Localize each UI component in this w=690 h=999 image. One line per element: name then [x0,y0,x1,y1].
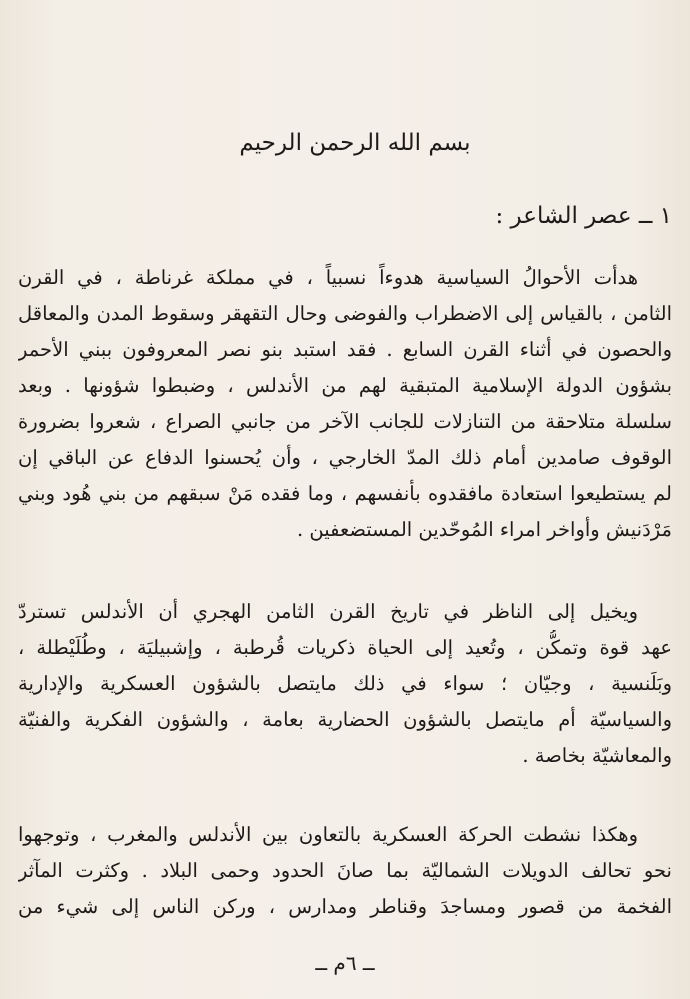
text-line: والسياسيّة أم مايتصل بالشؤون الحضارية بعامة ، والشؤون الفكرية والفنيّة [18,708,672,731]
text-line: مَرْدَنيش وأواخر امراء المُوحّدين المستضعفين . [296,518,672,541]
page-number: ــ ٦م ــ [315,951,375,975]
text-line: ويخيل إلى الناظر في تاريخ القرن الثامن الهجري أن الأندلس تستردّ [18,600,638,623]
text-line: نحو تحالف الدويلات الشماليّة بما صانَ الحدود وحمى البلاد . وكثرت المآثر [18,859,672,882]
basmala-calligraphy [190,118,520,168]
text-line: سلسلة متلاحقة من التنازلات للجانب الآخر من جانبي الصراع ، شعروا بضرورة [18,410,672,433]
text-line: الثامن ، بالقياس إلى الاضطراب والفوضى وحال التقهقر وسقوط المدن والمعاقل [18,302,672,325]
text-line: الفخمة من قصور ومساجدَ وقناطر ومدارس ، وركن الناس إلى شيء من [18,895,672,918]
text-line: بشؤون الدولة الإسلامية المتبقية لهم من الأندلس ، وضبطوا شؤونها . وبعد [18,374,672,397]
text-line: هدأت الأحوالُ السياسية هدوءاً نسبياً ، في مملكة غرناطة ، في القرن [18,266,638,289]
text-line: الوقوف صامدين أمام ذلك المدّ الخارجي ، وأن يُحسنوا الدفاع عن الباقي إن [18,446,672,469]
paragraph-3 [18,817,672,925]
text-line: لم يستطيعوا استعادة مافقدوه بأنفسهم ، وما فقده مَنْ سبقهم من بني هُود وبني [18,482,672,505]
basmala-text: بسم الله الرحمن الرحيم [239,130,471,156]
text-line: وهكذا نشطت الحركة العسكرية بالتعاون بين الأندلس والمغرب ، وتوجهوا [18,823,638,846]
text-line: عهد قوة وتمكُّن ، وتُعيد إلى الحياة ذكريات قُرطبة ، وإشبيليَة ، وطُلَيْطلة ، [18,636,672,659]
text-line: وبَلَنسية ، وجيّان ؛ سواء في ذلك مايتصل بالشؤون العسكرية والإدارية [18,672,672,695]
paragraph-2 [18,594,672,774]
section-heading: ١ ــ عصر الشاعر : [495,203,672,229]
paragraph-1 [18,260,672,548]
text-line: والمعاشيّة بخاصة . [522,744,672,767]
text-line: والحصون في أثناء القرن السابع . فقد استبد بنو نصر المعروفون ببني الأحمر [18,338,672,361]
